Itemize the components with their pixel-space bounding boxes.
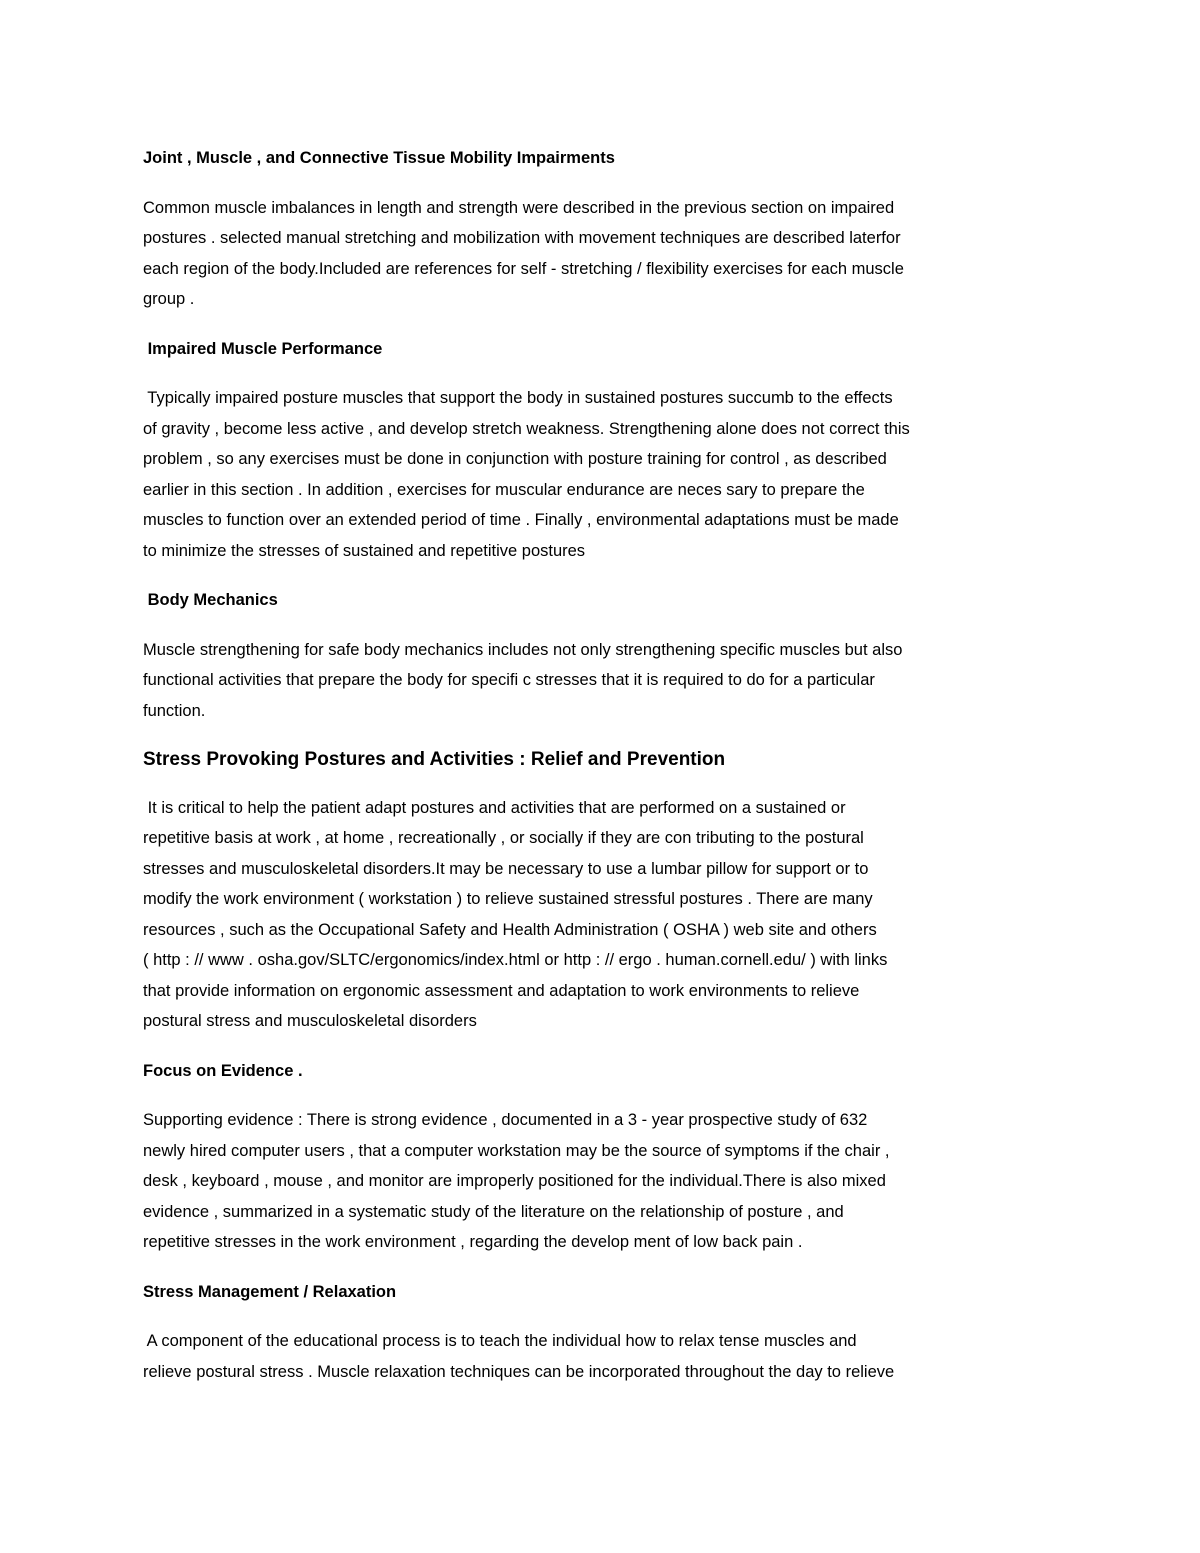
paragraph-line: postural stress and musculoskeletal disorders bbox=[143, 1012, 477, 1030]
paragraph bbox=[143, 793, 1063, 1037]
paragraph bbox=[143, 1105, 1063, 1258]
paragraph-line: A component of the educational process is to teach the individual how to relax tense muscles and bbox=[143, 1332, 857, 1350]
paragraph-line: function. bbox=[143, 701, 206, 720]
paragraph-line: Common muscle imbalances in length and strength were described in the previous section on impaired bbox=[143, 198, 895, 217]
paragraph-line: repetitive basis at work , at home , recreationally , or socially if they are con tributing to the postural bbox=[143, 829, 864, 847]
paragraph bbox=[143, 383, 1063, 566]
paragraph-line: modify the work environment ( workstation ) to relieve sustained stressful postures . There are many bbox=[143, 890, 873, 908]
paragraph-line: stresses and musculoskeletal disorders.It may be necessary to use a lumbar pillow for support or to bbox=[143, 859, 869, 878]
section-heading: Body Mechanics bbox=[143, 591, 278, 609]
paragraph-line: ( http : // www . osha.gov/SLTC/ergonomics/index.html or http : // ergo . human.cornell.edu/ ) with links bbox=[143, 951, 888, 969]
section-heading: Impaired Muscle Performance bbox=[143, 339, 383, 358]
section-heading: Stress Management / Relaxation bbox=[143, 1282, 397, 1301]
paragraph-line: desk , keyboard , mouse , and monitor are improperly positioned for the individual.There is also mixed bbox=[143, 1172, 886, 1190]
paragraph-line: of gravity , become less active , and develop stretch weakness. Strengthening alone does not correct this bbox=[143, 419, 910, 438]
section-heading: Focus on Evidence . bbox=[143, 1061, 303, 1080]
paragraph-line: to minimize the stresses of sustained and repetitive postures bbox=[143, 541, 586, 560]
paragraph-line: relieve postural stress . Muscle relaxation techniques can be incorporated throughout the day to relieve bbox=[143, 1362, 895, 1381]
paragraph-line: newly hired computer users , that a computer workstation may be the source of symptoms if the chair , bbox=[143, 1141, 890, 1160]
paragraph-line: It is critical to help the patient adapt postures and activities that are performed on a sustained or bbox=[143, 798, 846, 817]
paragraph-line: muscles to function over an extended period of time . Finally , environmental adaptations must be made bbox=[143, 511, 899, 529]
paragraph-line: evidence , summarized in a systematic study of the literature on the relationship of posture , and bbox=[143, 1202, 844, 1221]
paragraph-line: Supporting evidence : There is strong evidence , documented in a 3 - year prospective study of 632 bbox=[143, 1111, 868, 1129]
section-heading: Joint , Muscle , and Connective Tissue Mobility Impairments bbox=[143, 149, 615, 167]
paragraph-line: Muscle strengthening for safe body mechanics includes not only strengthening specific muscles but also bbox=[143, 640, 903, 659]
paragraph bbox=[143, 635, 1063, 727]
major-heading: Stress Provoking Postures and Activities : Relief and Prevention bbox=[143, 749, 726, 770]
paragraph bbox=[143, 1326, 1063, 1387]
paragraph-line: postures . selected manual stretching and mobilization with movement techniques are described laterfor bbox=[143, 229, 901, 247]
paragraph-line: group . bbox=[143, 290, 195, 308]
paragraph bbox=[143, 193, 1063, 315]
paragraph-line: earlier in this section . In addition , exercises for muscular endurance are neces sary to prepare the bbox=[143, 480, 865, 499]
paragraph-line: functional activities that prepare the body for specifi c stresses that it is required to do for a particular bbox=[143, 671, 875, 689]
paragraph-line: problem , so any exercises must be done in conjunction with posture training for control , as described bbox=[143, 450, 887, 468]
paragraph-line: repetitive stresses in the work environment , regarding the develop ment of low back pain . bbox=[143, 1233, 803, 1251]
paragraph-line: each region of the body.Included are references for self - stretching / flexibility exercises for each muscle bbox=[143, 259, 904, 278]
paragraph-line: Typically impaired posture muscles that support the body in sustained postures succumb to the effects bbox=[143, 389, 893, 407]
paragraph-line: that provide information on ergonomic assessment and adaptation to work environments to relieve bbox=[143, 981, 860, 1000]
document-body bbox=[143, 143, 1063, 1406]
paragraph-line: resources , such as the Occupational Safety and Health Administration ( OSHA ) web site and others bbox=[143, 920, 877, 939]
